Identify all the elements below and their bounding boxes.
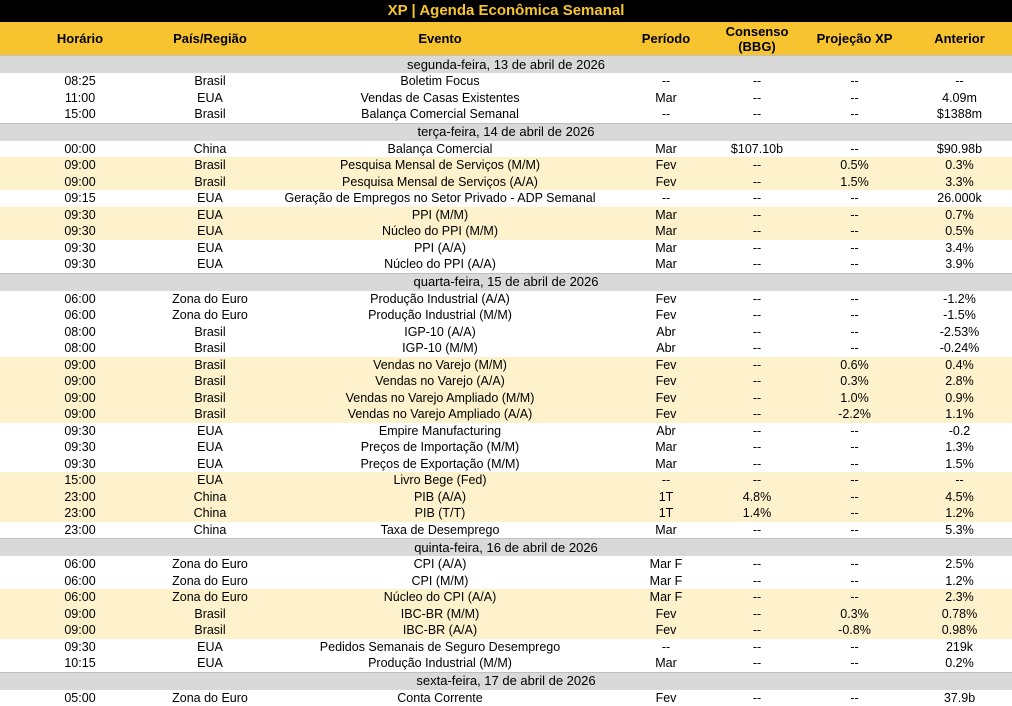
table-row bbox=[0, 489, 1012, 506]
table-row bbox=[0, 240, 1012, 257]
cell-pais-regiao: Brasil bbox=[160, 390, 260, 407]
cell-pais-regiao: Brasil bbox=[160, 157, 260, 174]
cell-horario: 06:00 bbox=[0, 573, 160, 590]
cell-pais-regiao: Zona do Euro bbox=[160, 556, 260, 573]
cell-horario: 06:00 bbox=[0, 556, 160, 573]
cell-horario: 23:00 bbox=[0, 505, 160, 522]
cell-consenso: -- bbox=[712, 406, 802, 423]
cell-consenso: -- bbox=[712, 157, 802, 174]
cell-horario: 09:30 bbox=[0, 207, 160, 224]
cell-consenso: -- bbox=[712, 373, 802, 390]
cell-pais-regiao: China bbox=[160, 522, 260, 539]
cell-anterior: 37.9b bbox=[907, 690, 1012, 706]
cell-anterior: $1388m bbox=[907, 106, 1012, 123]
cell-anterior: 0.7% bbox=[907, 207, 1012, 224]
cell-horario: 05:00 bbox=[0, 690, 160, 706]
cell-evento: Empire Manufacturing bbox=[260, 423, 620, 440]
cell-anterior: 0.98% bbox=[907, 622, 1012, 639]
cell-projecao-xp: -- bbox=[802, 223, 907, 240]
cell-evento: Vendas no Varejo Ampliado (M/M) bbox=[260, 390, 620, 407]
cell-evento: Balança Comercial bbox=[260, 141, 620, 158]
cell-pais-regiao: China bbox=[160, 489, 260, 506]
cell-evento: IGP-10 (A/A) bbox=[260, 324, 620, 341]
cell-projecao-xp: -- bbox=[802, 589, 907, 606]
cell-periodo: -- bbox=[620, 190, 712, 207]
cell-consenso: -- bbox=[712, 90, 802, 107]
cell-periodo: Fev bbox=[620, 307, 712, 324]
cell-horario: 08:00 bbox=[0, 324, 160, 341]
cell-horario: 09:00 bbox=[0, 406, 160, 423]
header-consenso-label: Consenso (BBG) bbox=[721, 24, 793, 54]
cell-pais-regiao: EUA bbox=[160, 223, 260, 240]
cell-horario: 23:00 bbox=[0, 522, 160, 539]
cell-evento: Pesquisa Mensal de Serviços (M/M) bbox=[260, 157, 620, 174]
cell-consenso: -- bbox=[712, 589, 802, 606]
day-header-row bbox=[0, 539, 1012, 557]
table-row bbox=[0, 291, 1012, 308]
cell-projecao-xp: -- bbox=[802, 73, 907, 90]
cell-periodo: Fev bbox=[620, 373, 712, 390]
cell-pais-regiao: EUA bbox=[160, 423, 260, 440]
table-row bbox=[0, 174, 1012, 191]
cell-anterior: -0.24% bbox=[907, 340, 1012, 357]
cell-pais-regiao: EUA bbox=[160, 456, 260, 473]
cell-evento: IGP-10 (M/M) bbox=[260, 340, 620, 357]
cell-horario: 09:00 bbox=[0, 174, 160, 191]
cell-anterior: $90.98b bbox=[907, 141, 1012, 158]
cell-periodo: Fev bbox=[620, 357, 712, 374]
cell-consenso: -- bbox=[712, 324, 802, 341]
cell-evento: Pesquisa Mensal de Serviços (A/A) bbox=[260, 174, 620, 191]
cell-pais-regiao: Brasil bbox=[160, 73, 260, 90]
table-row bbox=[0, 505, 1012, 522]
cell-projecao-xp: -- bbox=[802, 207, 907, 224]
cell-consenso: -- bbox=[712, 690, 802, 706]
cell-projecao-xp: -- bbox=[802, 489, 907, 506]
cell-anterior: -0.2 bbox=[907, 423, 1012, 440]
cell-periodo: 1T bbox=[620, 505, 712, 522]
table-row bbox=[0, 423, 1012, 440]
cell-consenso: -- bbox=[712, 174, 802, 191]
cell-horario: 08:25 bbox=[0, 73, 160, 90]
cell-projecao-xp: -- bbox=[802, 573, 907, 590]
cell-projecao-xp: -- bbox=[802, 90, 907, 107]
cell-periodo: Mar F bbox=[620, 556, 712, 573]
cell-anterior: 0.9% bbox=[907, 390, 1012, 407]
cell-periodo: Fev bbox=[620, 291, 712, 308]
cell-consenso: -- bbox=[712, 522, 802, 539]
cell-anterior: 3.4% bbox=[907, 240, 1012, 257]
cell-projecao-xp: -- bbox=[802, 324, 907, 341]
cell-periodo: Mar bbox=[620, 90, 712, 107]
cell-anterior: 26.000k bbox=[907, 190, 1012, 207]
cell-evento: Produção Industrial (M/M) bbox=[260, 307, 620, 324]
header-periodo: Período bbox=[620, 22, 712, 56]
table-row bbox=[0, 141, 1012, 158]
cell-evento: IBC-BR (A/A) bbox=[260, 622, 620, 639]
cell-anterior: 3.3% bbox=[907, 174, 1012, 191]
cell-evento: CPI (M/M) bbox=[260, 573, 620, 590]
cell-periodo: -- bbox=[620, 73, 712, 90]
table-row bbox=[0, 190, 1012, 207]
cell-anterior: 4.5% bbox=[907, 489, 1012, 506]
table-row bbox=[0, 589, 1012, 606]
day-label: segunda-feira, 13 de abril de 2026 bbox=[0, 56, 1012, 74]
cell-consenso: -- bbox=[712, 423, 802, 440]
header-horario: Horário bbox=[0, 22, 160, 56]
cell-anterior: 5.3% bbox=[907, 522, 1012, 539]
table-row bbox=[0, 556, 1012, 573]
cell-pais-regiao: EUA bbox=[160, 90, 260, 107]
cell-projecao-xp: 1.0% bbox=[802, 390, 907, 407]
day-header-row bbox=[0, 273, 1012, 291]
day-label: quinta-feira, 16 de abril de 2026 bbox=[0, 539, 1012, 557]
cell-evento: PPI (M/M) bbox=[260, 207, 620, 224]
cell-evento: Balança Comercial Semanal bbox=[260, 106, 620, 123]
cell-anterior: 0.3% bbox=[907, 157, 1012, 174]
cell-periodo: Mar bbox=[620, 439, 712, 456]
table-row bbox=[0, 522, 1012, 539]
cell-anterior: 219k bbox=[907, 639, 1012, 656]
cell-horario: 09:00 bbox=[0, 373, 160, 390]
cell-periodo: Mar bbox=[620, 456, 712, 473]
header-anterior: Anterior bbox=[907, 22, 1012, 56]
table-row bbox=[0, 357, 1012, 374]
cell-projecao-xp: -- bbox=[802, 340, 907, 357]
table-row bbox=[0, 73, 1012, 90]
cell-consenso: -- bbox=[712, 456, 802, 473]
cell-anterior: -1.2% bbox=[907, 291, 1012, 308]
cell-anterior: -1.5% bbox=[907, 307, 1012, 324]
cell-pais-regiao: EUA bbox=[160, 190, 260, 207]
cell-horario: 09:00 bbox=[0, 390, 160, 407]
cell-horario: 09:30 bbox=[0, 639, 160, 656]
cell-evento: Pedidos Semanais de Seguro Desemprego bbox=[260, 639, 620, 656]
cell-projecao-xp: -- bbox=[802, 190, 907, 207]
cell-evento: Produção Industrial (A/A) bbox=[260, 291, 620, 308]
cell-pais-regiao: EUA bbox=[160, 240, 260, 257]
cell-pais-regiao: Zona do Euro bbox=[160, 589, 260, 606]
cell-horario: 09:00 bbox=[0, 606, 160, 623]
cell-evento: Geração de Empregos no Setor Privado - ADP Semanal bbox=[260, 190, 620, 207]
cell-periodo: Fev bbox=[620, 174, 712, 191]
cell-evento: PPI (A/A) bbox=[260, 240, 620, 257]
cell-anterior: 0.2% bbox=[907, 655, 1012, 672]
cell-pais-regiao: Brasil bbox=[160, 324, 260, 341]
cell-projecao-xp: -- bbox=[802, 423, 907, 440]
table-body bbox=[0, 56, 1012, 706]
cell-projecao-xp: 0.3% bbox=[802, 373, 907, 390]
header-consenso bbox=[712, 22, 802, 56]
cell-anterior: 1.5% bbox=[907, 456, 1012, 473]
table-row bbox=[0, 439, 1012, 456]
cell-consenso: -- bbox=[712, 240, 802, 257]
cell-evento: IBC-BR (M/M) bbox=[260, 606, 620, 623]
cell-projecao-xp: -- bbox=[802, 522, 907, 539]
page-title: XP | Agenda Econômica Semanal bbox=[0, 0, 1012, 22]
cell-consenso: -- bbox=[712, 573, 802, 590]
cell-periodo: Fev bbox=[620, 157, 712, 174]
cell-projecao-xp: -- bbox=[802, 141, 907, 158]
cell-horario: 23:00 bbox=[0, 489, 160, 506]
cell-consenso: -- bbox=[712, 472, 802, 489]
cell-consenso: 1.4% bbox=[712, 505, 802, 522]
day-label: quarta-feira, 15 de abril de 2026 bbox=[0, 273, 1012, 291]
cell-periodo: -- bbox=[620, 472, 712, 489]
cell-horario: 09:30 bbox=[0, 256, 160, 273]
cell-consenso: $107.10b bbox=[712, 141, 802, 158]
cell-periodo: Mar F bbox=[620, 589, 712, 606]
table-row bbox=[0, 472, 1012, 489]
cell-consenso: -- bbox=[712, 357, 802, 374]
cell-evento: PIB (A/A) bbox=[260, 489, 620, 506]
cell-periodo: Mar bbox=[620, 141, 712, 158]
header-evento: Evento bbox=[260, 22, 620, 56]
cell-anterior: 1.1% bbox=[907, 406, 1012, 423]
table-row bbox=[0, 157, 1012, 174]
header-pais-regiao: País/Região bbox=[160, 22, 260, 56]
cell-consenso: 4.8% bbox=[712, 489, 802, 506]
cell-consenso: -- bbox=[712, 622, 802, 639]
cell-evento: Produção Industrial (M/M) bbox=[260, 655, 620, 672]
cell-consenso: -- bbox=[712, 340, 802, 357]
table-row bbox=[0, 207, 1012, 224]
cell-horario: 06:00 bbox=[0, 307, 160, 324]
cell-anterior: 1.2% bbox=[907, 573, 1012, 590]
cell-projecao-xp: 1.5% bbox=[802, 174, 907, 191]
cell-projecao-xp: -- bbox=[802, 106, 907, 123]
cell-pais-regiao: EUA bbox=[160, 472, 260, 489]
cell-consenso: -- bbox=[712, 655, 802, 672]
cell-horario: 06:00 bbox=[0, 291, 160, 308]
cell-periodo: -- bbox=[620, 106, 712, 123]
cell-projecao-xp: -- bbox=[802, 639, 907, 656]
cell-evento: Boletim Focus bbox=[260, 73, 620, 90]
cell-anterior: 4.09m bbox=[907, 90, 1012, 107]
cell-evento: Vendas no Varejo Ampliado (A/A) bbox=[260, 406, 620, 423]
cell-evento: Vendas de Casas Existentes bbox=[260, 90, 620, 107]
cell-projecao-xp: 0.5% bbox=[802, 157, 907, 174]
cell-anterior: 2.5% bbox=[907, 556, 1012, 573]
table-row bbox=[0, 456, 1012, 473]
cell-evento: Conta Corrente bbox=[260, 690, 620, 706]
cell-consenso: -- bbox=[712, 73, 802, 90]
cell-anterior: -- bbox=[907, 73, 1012, 90]
cell-periodo: Mar F bbox=[620, 573, 712, 590]
cell-horario: 15:00 bbox=[0, 472, 160, 489]
cell-anterior: -2.53% bbox=[907, 324, 1012, 341]
cell-periodo: 1T bbox=[620, 489, 712, 506]
cell-evento: Preços de Importação (M/M) bbox=[260, 439, 620, 456]
cell-consenso: -- bbox=[712, 439, 802, 456]
table-row bbox=[0, 373, 1012, 390]
cell-anterior: 1.2% bbox=[907, 505, 1012, 522]
cell-anterior: 1.3% bbox=[907, 439, 1012, 456]
cell-periodo: -- bbox=[620, 639, 712, 656]
table-row bbox=[0, 606, 1012, 623]
cell-periodo: Mar bbox=[620, 256, 712, 273]
table-row bbox=[0, 223, 1012, 240]
cell-consenso: -- bbox=[712, 190, 802, 207]
cell-anterior: 0.4% bbox=[907, 357, 1012, 374]
cell-consenso: -- bbox=[712, 606, 802, 623]
day-label: sexta-feira, 17 de abril de 2026 bbox=[0, 672, 1012, 690]
cell-horario: 09:30 bbox=[0, 240, 160, 257]
cell-consenso: -- bbox=[712, 223, 802, 240]
cell-projecao-xp: -- bbox=[802, 556, 907, 573]
cell-evento: Núcleo do PPI (A/A) bbox=[260, 256, 620, 273]
cell-anterior: 0.78% bbox=[907, 606, 1012, 623]
table-row bbox=[0, 622, 1012, 639]
cell-evento: Núcleo do PPI (M/M) bbox=[260, 223, 620, 240]
header-projecao-xp: Projeção XP bbox=[802, 22, 907, 56]
table-row bbox=[0, 324, 1012, 341]
cell-periodo: Fev bbox=[620, 622, 712, 639]
cell-evento: Preços de Exportação (M/M) bbox=[260, 456, 620, 473]
cell-periodo: Mar bbox=[620, 655, 712, 672]
cell-pais-regiao: China bbox=[160, 505, 260, 522]
cell-evento: Livro Bege (Fed) bbox=[260, 472, 620, 489]
cell-pais-regiao: EUA bbox=[160, 655, 260, 672]
cell-pais-regiao: Brasil bbox=[160, 106, 260, 123]
cell-evento: Núcleo do CPI (A/A) bbox=[260, 589, 620, 606]
table-row bbox=[0, 90, 1012, 107]
cell-projecao-xp: -- bbox=[802, 256, 907, 273]
cell-periodo: Fev bbox=[620, 406, 712, 423]
cell-pais-regiao: EUA bbox=[160, 207, 260, 224]
cell-anterior: -- bbox=[907, 472, 1012, 489]
cell-consenso: -- bbox=[712, 207, 802, 224]
cell-pais-regiao: Brasil bbox=[160, 606, 260, 623]
cell-pais-regiao: Zona do Euro bbox=[160, 291, 260, 308]
cell-horario: 11:00 bbox=[0, 90, 160, 107]
cell-periodo: Fev bbox=[620, 606, 712, 623]
table-row bbox=[0, 639, 1012, 656]
cell-periodo: Abr bbox=[620, 423, 712, 440]
cell-projecao-xp: -- bbox=[802, 240, 907, 257]
cell-periodo: Mar bbox=[620, 207, 712, 224]
cell-anterior: 3.9% bbox=[907, 256, 1012, 273]
cell-pais-regiao: EUA bbox=[160, 256, 260, 273]
cell-projecao-xp: -- bbox=[802, 690, 907, 706]
table-row bbox=[0, 106, 1012, 123]
cell-horario: 09:30 bbox=[0, 439, 160, 456]
table-row bbox=[0, 573, 1012, 590]
cell-evento: CPI (A/A) bbox=[260, 556, 620, 573]
cell-horario: 15:00 bbox=[0, 106, 160, 123]
cell-projecao-xp: -- bbox=[802, 655, 907, 672]
cell-consenso: -- bbox=[712, 291, 802, 308]
cell-pais-regiao: Zona do Euro bbox=[160, 573, 260, 590]
cell-projecao-xp: -2.2% bbox=[802, 406, 907, 423]
day-header-row bbox=[0, 56, 1012, 74]
day-header-row bbox=[0, 672, 1012, 690]
cell-periodo: Mar bbox=[620, 223, 712, 240]
cell-periodo: Abr bbox=[620, 324, 712, 341]
cell-pais-regiao: Zona do Euro bbox=[160, 690, 260, 706]
cell-periodo: Mar bbox=[620, 240, 712, 257]
cell-horario: 09:15 bbox=[0, 190, 160, 207]
cell-horario: 09:00 bbox=[0, 157, 160, 174]
cell-evento: Vendas no Varejo (A/A) bbox=[260, 373, 620, 390]
day-header-row bbox=[0, 123, 1012, 141]
economic-calendar-table bbox=[0, 22, 1012, 706]
cell-evento: Vendas no Varejo (M/M) bbox=[260, 357, 620, 374]
table-row bbox=[0, 256, 1012, 273]
cell-pais-regiao: EUA bbox=[160, 439, 260, 456]
cell-anterior: 0.5% bbox=[907, 223, 1012, 240]
cell-horario: 09:30 bbox=[0, 223, 160, 240]
cell-consenso: -- bbox=[712, 390, 802, 407]
day-label: terça-feira, 14 de abril de 2026 bbox=[0, 123, 1012, 141]
cell-pais-regiao: Brasil bbox=[160, 357, 260, 374]
cell-projecao-xp: -- bbox=[802, 472, 907, 489]
cell-consenso: -- bbox=[712, 639, 802, 656]
cell-pais-regiao: EUA bbox=[160, 639, 260, 656]
table-row bbox=[0, 307, 1012, 324]
cell-consenso: -- bbox=[712, 556, 802, 573]
cell-pais-regiao: Brasil bbox=[160, 174, 260, 191]
table-row bbox=[0, 390, 1012, 407]
cell-projecao-xp: -- bbox=[802, 307, 907, 324]
cell-projecao-xp: -0.8% bbox=[802, 622, 907, 639]
table-row bbox=[0, 655, 1012, 672]
cell-evento: PIB (T/T) bbox=[260, 505, 620, 522]
cell-horario: 09:30 bbox=[0, 456, 160, 473]
cell-horario: 06:00 bbox=[0, 589, 160, 606]
cell-projecao-xp: 0.6% bbox=[802, 357, 907, 374]
table-row bbox=[0, 340, 1012, 357]
cell-projecao-xp: -- bbox=[802, 505, 907, 522]
cell-horario: 09:00 bbox=[0, 357, 160, 374]
cell-horario: 00:00 bbox=[0, 141, 160, 158]
cell-pais-regiao: Brasil bbox=[160, 406, 260, 423]
cell-projecao-xp: -- bbox=[802, 456, 907, 473]
table-row bbox=[0, 406, 1012, 423]
cell-projecao-xp: 0.3% bbox=[802, 606, 907, 623]
header-row bbox=[0, 22, 1012, 56]
cell-horario: 08:00 bbox=[0, 340, 160, 357]
cell-evento: Taxa de Desemprego bbox=[260, 522, 620, 539]
cell-periodo: Fev bbox=[620, 690, 712, 706]
cell-horario: 10:15 bbox=[0, 655, 160, 672]
cell-anterior: 2.3% bbox=[907, 589, 1012, 606]
cell-pais-regiao: Zona do Euro bbox=[160, 307, 260, 324]
cell-projecao-xp: -- bbox=[802, 291, 907, 308]
cell-periodo: Mar bbox=[620, 522, 712, 539]
cell-pais-regiao: Brasil bbox=[160, 373, 260, 390]
cell-pais-regiao: China bbox=[160, 141, 260, 158]
cell-projecao-xp: -- bbox=[802, 439, 907, 456]
cell-consenso: -- bbox=[712, 106, 802, 123]
cell-horario: 09:00 bbox=[0, 622, 160, 639]
cell-horario: 09:30 bbox=[0, 423, 160, 440]
cell-consenso: -- bbox=[712, 256, 802, 273]
cell-pais-regiao: Brasil bbox=[160, 340, 260, 357]
cell-periodo: Fev bbox=[620, 390, 712, 407]
cell-consenso: -- bbox=[712, 307, 802, 324]
cell-periodo: Abr bbox=[620, 340, 712, 357]
cell-pais-regiao: Brasil bbox=[160, 622, 260, 639]
cell-anterior: 2.8% bbox=[907, 373, 1012, 390]
